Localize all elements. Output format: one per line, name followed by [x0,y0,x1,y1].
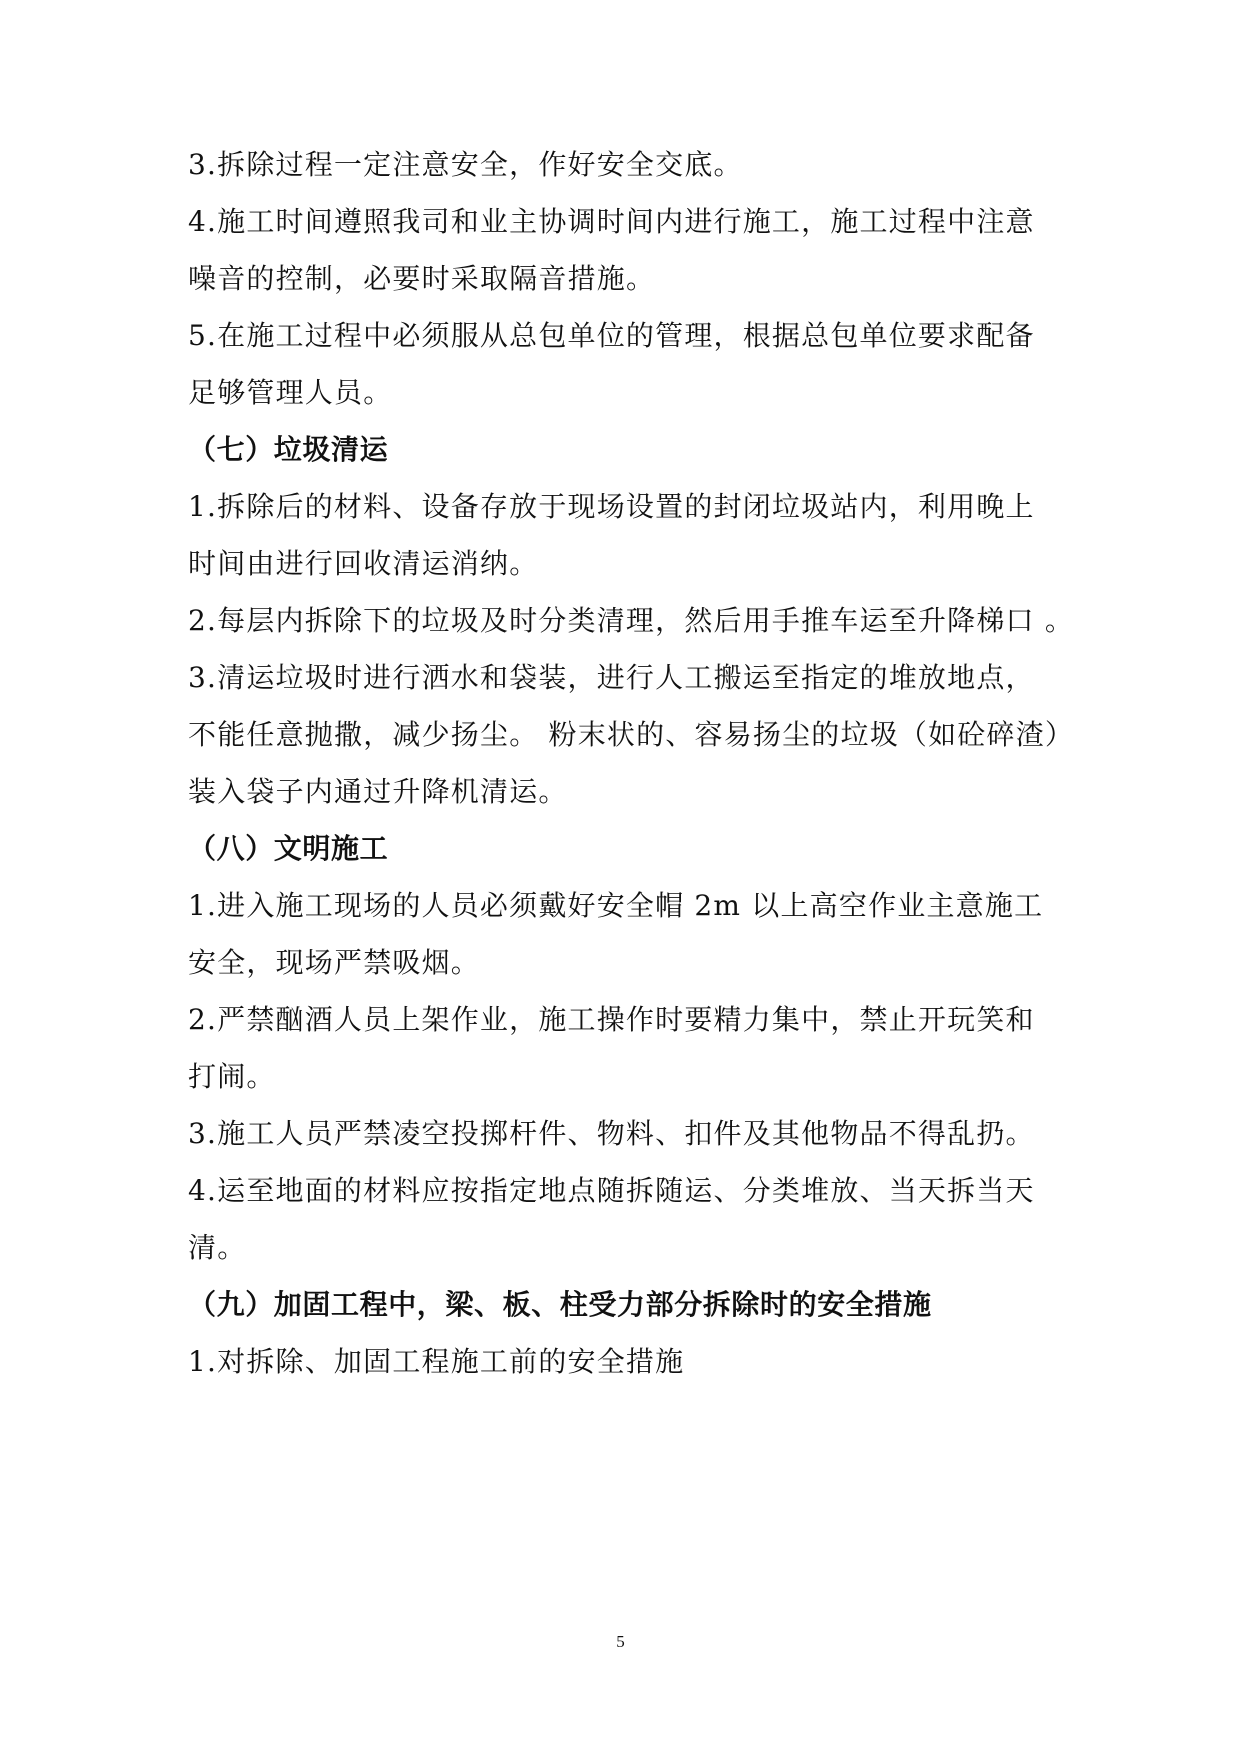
body-line: 2.每层内拆除下的垃圾及时分类清理，然后用手推车运至升降梯口 。 [188,604,1075,637]
section-heading: （八）文明施工 [188,832,389,865]
body-line: 不能任意抛撒，减少扬尘。 粉末状的、容易扬尘的垃圾（如砼碎渣） [188,718,1075,751]
body-line: 3.清运垃圾时进行洒水和袋装，进行人工搬运至指定的堆放地点， [188,661,1035,694]
section-heading: （七）垃圾清运 [188,433,389,466]
section-heading: （九）加固工程中，梁、板、柱受力部分拆除时的安全措施 [188,1288,932,1321]
body-line: 1.拆除后的材料、设备存放于现场设置的封闭垃圾站内，利用晚上 [188,490,1035,523]
body-line: 清。 [188,1231,247,1264]
body-line: 1.对拆除、加固工程施工前的安全措施 [188,1345,685,1378]
body-line: 4.施工时间遵照我司和业主协调时间内进行施工，施工过程中注意 [188,205,1035,238]
body-line: 2.严禁酗酒人员上架作业，施工操作时要精力集中，禁止开玩笑和 [188,1003,1035,1036]
body-line: 4.运至地面的材料应按指定地点随拆随运、分类堆放、当天拆当天 [188,1174,1035,1207]
body-line: 时间由进行回收清运消纳。 [188,547,539,580]
body-line: 5.在施工过程中必须服从总包单位的管理，根据总包单位要求配备 [188,319,1035,352]
body-line: 装入袋子内通过升降机清运。 [188,775,568,808]
body-line: 足够管理人员。 [188,376,393,409]
body-line: 1.进入施工现场的人员必须戴好安全帽 2m 以上高空作业主意施工 [188,889,1044,922]
body-line: 3.拆除过程一定注意安全，作好安全交底。 [188,148,743,181]
body-line: 安全，现场严禁吸烟。 [188,946,481,979]
body-line: 3.施工人员严禁凌空投掷杆件、物料、扣件及其他物品不得乱扔。 [188,1117,1035,1150]
page-number: 5 [616,1632,625,1651]
body-line: 噪音的控制，必要时采取隔音措施。 [188,262,656,295]
body-line: 打闹。 [188,1060,276,1093]
